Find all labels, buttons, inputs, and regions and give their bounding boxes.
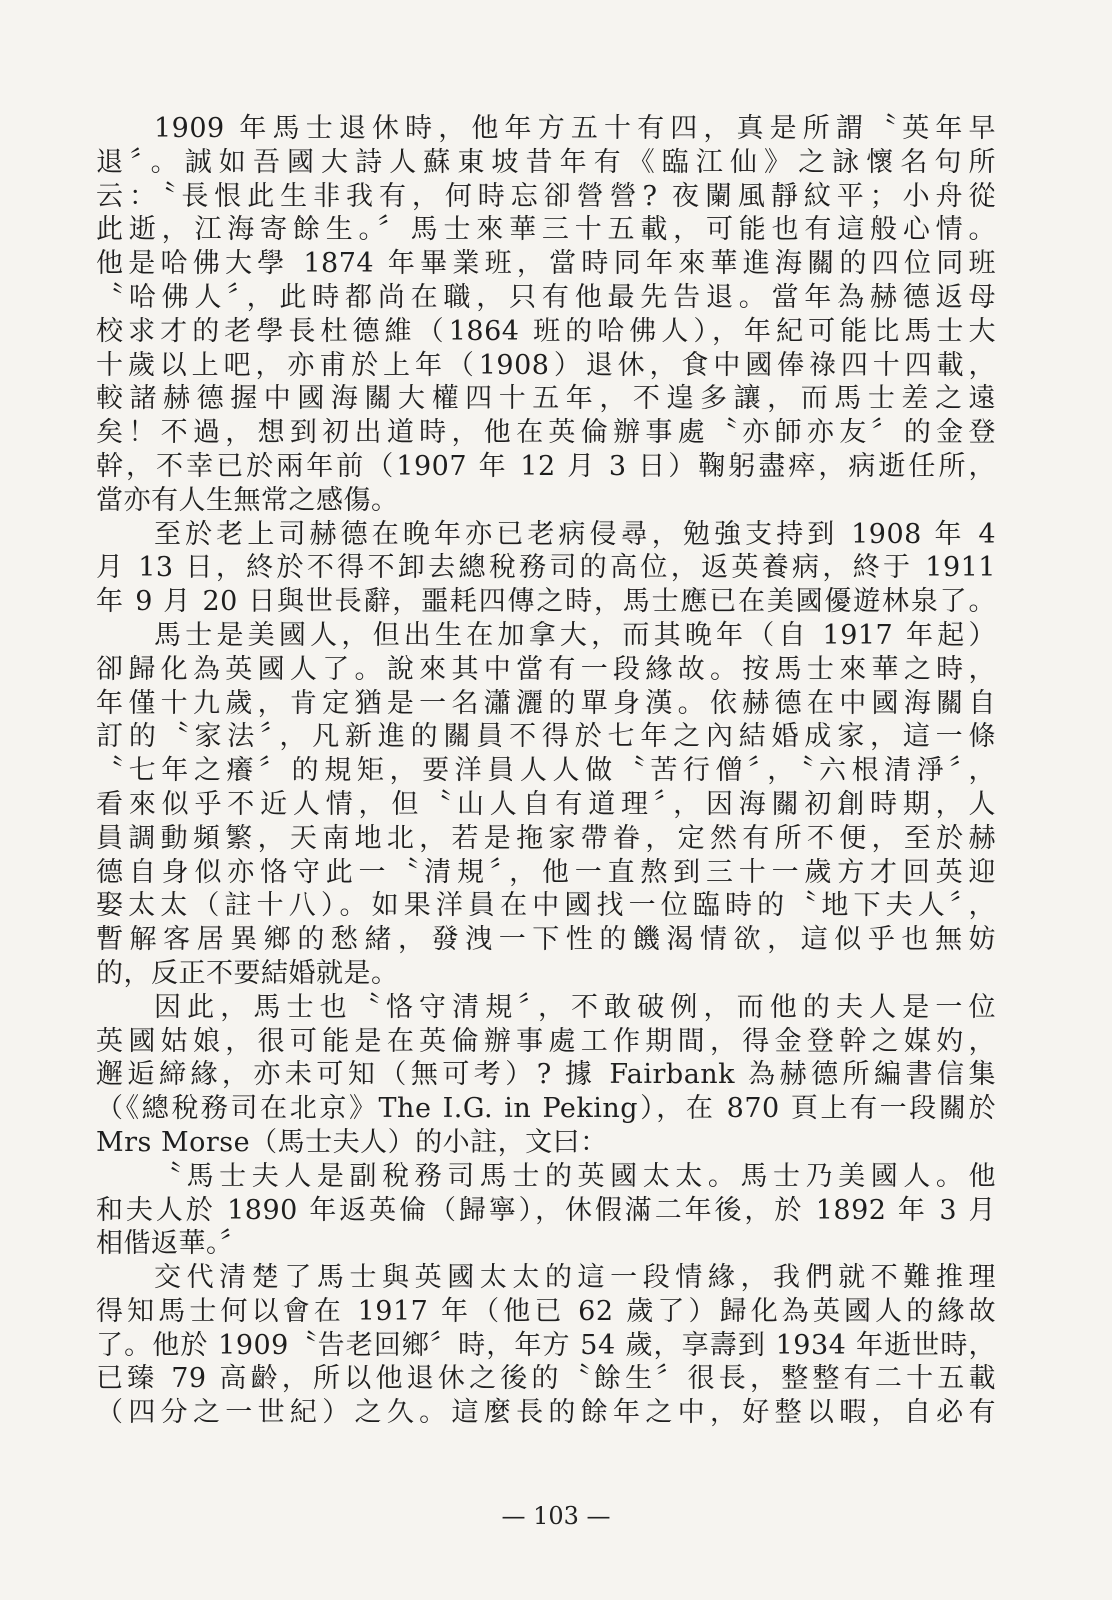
text-line: 退〞。誠如吾國大詩人蘇東坡昔年有《臨江仙》之詠懷名句所 xyxy=(96,146,996,178)
text-line: 〝馬士夫人是副稅務司馬士的英國太太。馬士乃美國人。他 xyxy=(154,1160,996,1192)
text-line: 幹，不幸已於兩年前（1907 年 12 月 3 日）鞠躬盡瘁，病逝任所， xyxy=(96,450,996,482)
text-line: 訂的〝家法〞，凡新進的關員不得於七年之內結婚成家，這一條 xyxy=(96,721,996,753)
text-line: 卻歸化為英國人了。說來其中當有一段緣故。按馬士來華之時， xyxy=(96,653,996,685)
text-line: 馬士是美國人，但出生在加拿大，而其晚年（自 1917 年起） xyxy=(154,619,996,651)
text-line: 員調動頻繁，天南地北，若是拖家帶眷，定然有所不便，至於赫 xyxy=(96,822,996,854)
text-line: 得知馬士何以會在 1917 年（他已 62 歲了）歸化為英國人的緣故 xyxy=(96,1295,996,1327)
text-line: 德自身似亦恪守此一〝清規〞，他一直熬到三十一歲方才回英迎 xyxy=(96,856,996,888)
text-line: 已臻 79 高齡，所以他退休之後的〝餘生〞很長，整整有二十五載 xyxy=(96,1363,996,1395)
text-line: 他是哈佛大學 1874 年畢業班，當時同年來華進海關的四位同班 xyxy=(96,248,996,280)
text-line: 當亦有人生無常之感傷。 xyxy=(96,484,399,516)
text-line: 矣！不過，想到初出道時，他在英倫辦事處〝亦師亦友〞的金登 xyxy=(96,417,996,449)
text-line: Mrs Morse（馬士夫人）的小註，文曰： xyxy=(96,1126,608,1158)
text-line: 的，反正不要結婚就是。 xyxy=(96,957,399,989)
body-text xyxy=(96,112,996,1430)
text-line: 交代清楚了馬士與英國太太的這一段情緣，我們就不難推理 xyxy=(154,1262,996,1294)
page-number: — 103 — xyxy=(501,1502,611,1530)
text-line: 年 9 月 20 日與世長辭，噩耗四傳之時，馬士應已在美國優遊林泉了。 xyxy=(96,586,996,618)
text-line: 至於老上司赫德在晚年亦已老病侵尋，勉強支持到 1908 年 4 xyxy=(154,518,996,550)
text-line: 〝七年之癢〞的規矩，要洋員人人做〝苦行僧〞，〝六根清淨〞， xyxy=(96,755,996,787)
text-line: 看來似乎不近人情，但〝山人自有道理〞，因海關初創時期，人 xyxy=(96,788,996,820)
text-line: （《總稅務司在北京》The I.G. in Peking），在 870 頁上有一段關於 xyxy=(96,1093,996,1125)
text-line: （四分之一世紀）之久。這麼長的餘年之中，好整以暇，自必有 xyxy=(96,1397,996,1429)
text-line: 娶太太（註十八）。如果洋員在中國找一位臨時的〝地下夫人〞， xyxy=(96,890,996,922)
text-line: 云：〝長恨此生非我有，何時忘卻營營? 夜闌風靜紋平；小舟從 xyxy=(96,180,996,212)
text-line: 年僅十九歲，肯定猶是一名瀟灑的單身漢。依赫德在中國海關自 xyxy=(96,687,996,719)
text-line: 了。他於 1909〝告老回鄉〞時，年方 54 歲，享壽到 1934 年逝世時， xyxy=(96,1329,996,1361)
text-line: 月 13 日，終於不得不卸去總稅務司的高位，返英養病，終于 1911 xyxy=(96,552,996,584)
text-line: 相偕返華。〞 xyxy=(96,1228,248,1260)
text-line: 校求才的老學長杜德維（1864 班的哈佛人），年紀可能比馬士大 xyxy=(96,315,996,347)
text-line: 邂逅締緣，亦未可知（無可考）? 據 Fairbank 為赫德所編書信集 xyxy=(96,1059,996,1091)
text-line: 此逝，江海寄餘生。〞馬士來華三十五載，可能也有這般心情。 xyxy=(96,214,996,246)
text-line: 1909 年馬士退休時，他年方五十有四，真是所謂〝英年早 xyxy=(154,113,996,144)
text-line: 〝哈佛人〞，此時都尚在職，只有他最先告退。當年為赫德返母 xyxy=(96,281,996,313)
text-line: 暫解客居異鄉的愁緒，發洩一下性的饑渴情欲，這似乎也無妨 xyxy=(96,924,996,956)
text-line: 英國姑娘，很可能是在英倫辦事處工作期間，得金登幹之媒妁， xyxy=(96,1025,996,1057)
text-line: 較諸赫德握中國海關大權四十五年，不遑多讓，而馬士差之遠 xyxy=(96,383,996,415)
text-line: 十歲以上吧，亦甫於上年（1908）退休，食中國俸祿四十四載， xyxy=(96,349,996,381)
text-line: 和夫人於 1890 年返英倫（歸寧），休假滿二年後，於 1892 年 3 月 xyxy=(96,1194,996,1226)
text-line: 因此，馬士也〝恪守清規〞，不敢破例，而他的夫人是一位 xyxy=(154,991,996,1023)
